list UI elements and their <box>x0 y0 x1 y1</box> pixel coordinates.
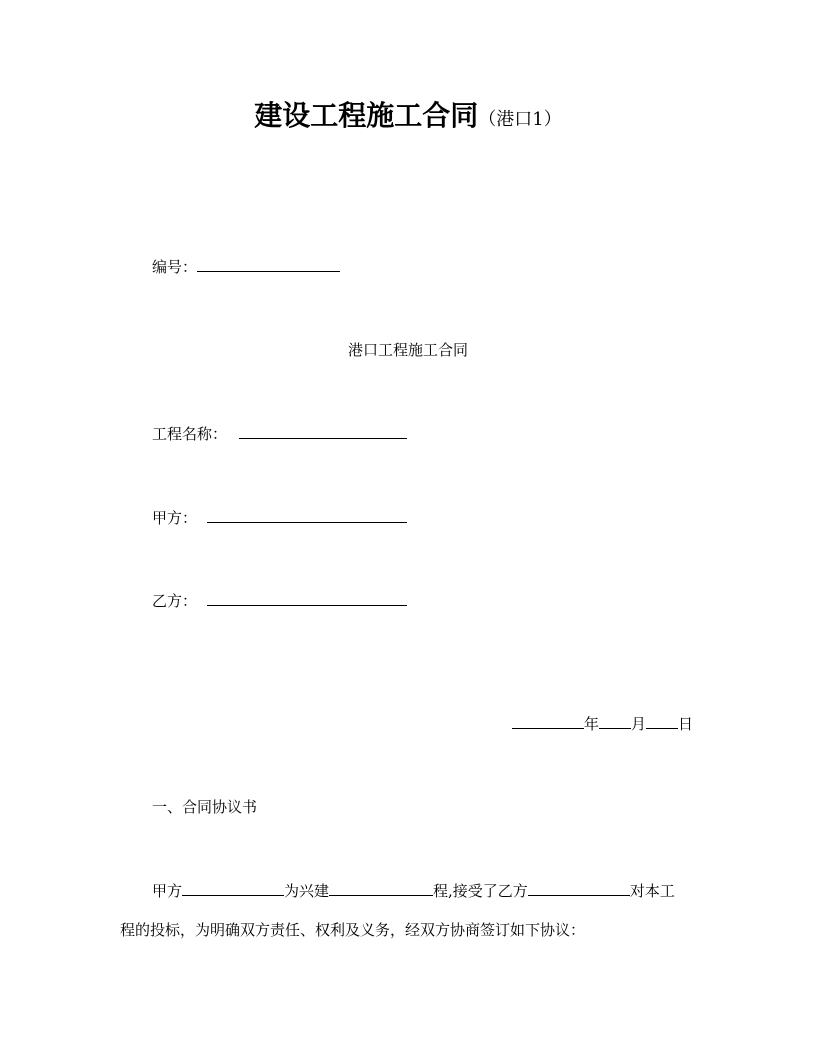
contract-number-blank[interactable] <box>197 257 340 272</box>
month-blank[interactable] <box>599 714 631 729</box>
project-name-label: 工程名称： <box>152 425 228 443</box>
agreement-paragraph-line-1 <box>152 881 675 901</box>
section-1-heading: 一、合同协议书 <box>152 798 258 816</box>
document-title <box>0 98 816 138</box>
party-b-label: 乙方： <box>152 592 198 610</box>
party-a-row <box>152 508 407 528</box>
day-blank[interactable] <box>646 714 678 729</box>
document-subtitle: 港口工程施工合同 <box>347 341 468 359</box>
agreement-paragraph-line-2: 程的投标，为明确双方责任、权利及义务，经双方协商签订如下协议： <box>120 921 586 939</box>
para-text-accept: 程,接受了乙方 <box>433 882 528 900</box>
party-a-label: 甲方： <box>152 509 198 527</box>
para-text-party-a: 甲方 <box>152 882 183 900</box>
party-b-blank[interactable] <box>207 591 407 606</box>
date-row <box>512 714 693 734</box>
year-blank[interactable] <box>512 714 584 729</box>
month-label: 月 <box>631 715 647 733</box>
para-text-for-this: 对本工 <box>629 882 675 900</box>
contract-number-label: 编号： <box>152 258 198 276</box>
project-name-row <box>152 424 407 444</box>
project-name-blank[interactable] <box>239 424 407 439</box>
project-blank[interactable] <box>329 881 433 896</box>
title-suffix: （港口1） <box>478 109 562 130</box>
day-label: 日 <box>678 715 694 733</box>
party-b-name-blank[interactable] <box>528 881 630 896</box>
party-b-row <box>152 591 407 611</box>
title-main: 建设工程施工合同 <box>254 99 479 132</box>
year-label: 年 <box>584 715 600 733</box>
contract-number-row <box>152 257 340 277</box>
party-a-blank[interactable] <box>207 508 407 523</box>
para-text-build: 为兴建 <box>284 882 330 900</box>
party-a-name-blank[interactable] <box>182 881 284 896</box>
